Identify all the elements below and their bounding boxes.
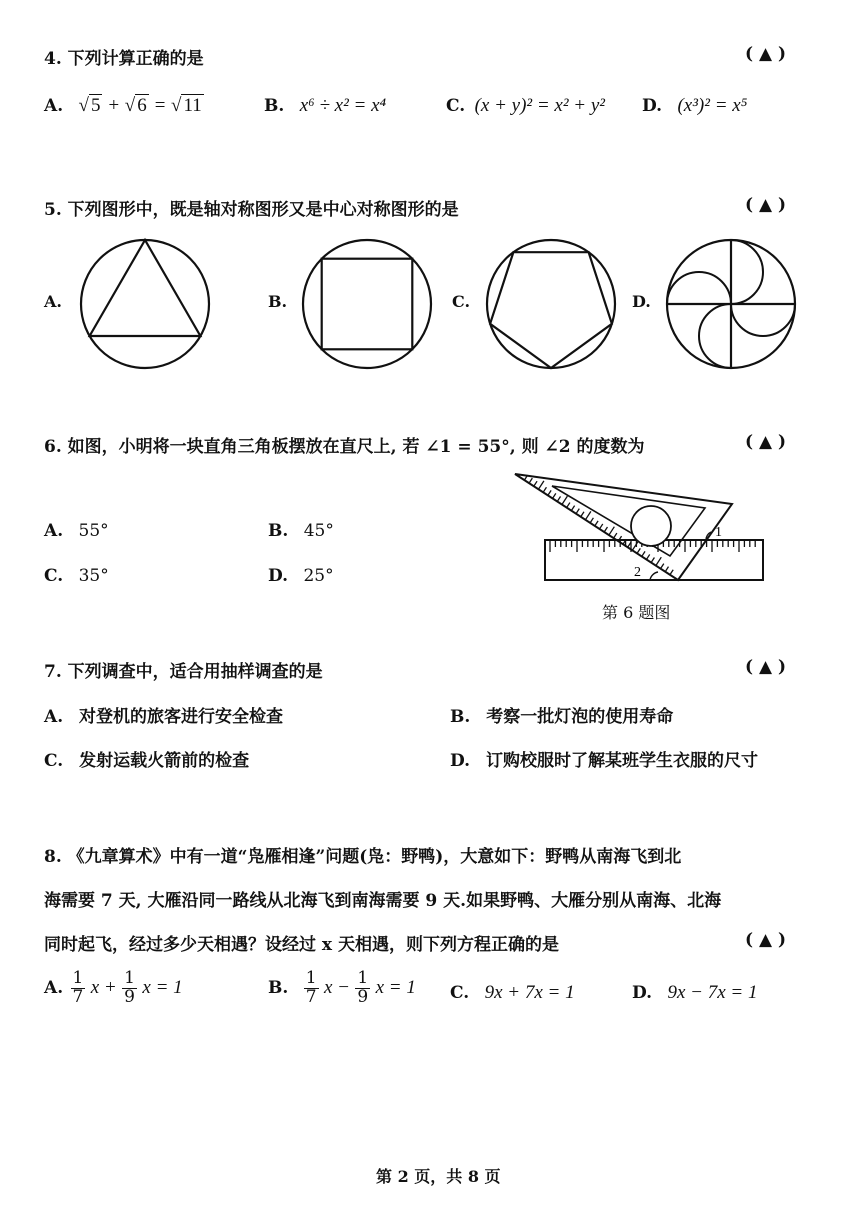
q7-option-b (450, 702, 673, 727)
q7-option-a-label: A. (44, 707, 64, 727)
q8-option-b (268, 970, 416, 1007)
q4-answer-slot: ( ▲ ) (745, 44, 786, 64)
frac-numerator: 1 (357, 968, 369, 988)
q4-option-d-label: D. (642, 96, 663, 116)
q8-line-1: 8. 《九章算术》中有一道“凫雁相逢”问题(凫：野鸭)，大意如下：野鸭从南海飞到北 (44, 847, 682, 867)
frac-denominator: 9 (357, 986, 369, 1007)
q8-option-a-frac-2 (122, 970, 137, 1007)
q6-option-a-text: 55° (78, 521, 109, 541)
q5-label-d: D. (632, 292, 651, 311)
q6-stem: 6. 如图，小明将一块直角三角板摆放在直尺上, 若 ∠1 = 55°, 则 ∠2 的度数为 (44, 437, 645, 457)
q8-answer-slot: ( ▲ ) (745, 930, 786, 950)
q4-option-c (446, 95, 605, 117)
set-square-tick (567, 503, 570, 508)
set-square-tick (637, 548, 640, 553)
q7-option-c-text: 发射运载火箭前的检查 (79, 751, 250, 771)
q7-option-a (44, 702, 283, 727)
frac-denominator: 7 (72, 986, 84, 1007)
q6-option-b (268, 521, 334, 541)
set-square-tick (642, 551, 645, 556)
q8-line-3: 同时起飞，经过多少天相遇？设经过 x 天相遇，则下列方程正确的是 (44, 935, 559, 955)
q5-figure-d (664, 237, 798, 371)
q4-option-b-math: x⁶ ÷ x² = x⁴ (299, 95, 387, 116)
q8-line-2: 海需要 7 天, 大雁沿同一路线从北海飞到南海需要 9 天.如果野鸭、大雁分别从南海、北海 (44, 891, 722, 911)
q5-label-b: B. (268, 292, 288, 311)
set-square-tick (670, 570, 673, 575)
angle-2-arc (650, 572, 658, 580)
set-square-tick (600, 524, 603, 529)
q6-option-a (44, 521, 109, 541)
q8-option-c-math: 9x + 7x = 1 (484, 982, 575, 1003)
q8-option-b-frac-1 (304, 970, 319, 1007)
set-square-tick (656, 557, 661, 565)
q4-option-d (642, 95, 747, 117)
q5-figure-b (300, 237, 434, 371)
q8-option-c (450, 982, 575, 1004)
q8-option-b-mid: x − (323, 976, 350, 998)
q7-option-d-text: 订购校服时了解某班学生衣服的尺寸 (485, 751, 758, 771)
q7-option-b-label: B. (450, 707, 471, 727)
q8-option-d-label: D. (632, 983, 653, 1003)
frac-denominator: 9 (124, 986, 135, 1007)
q6-figure (510, 468, 770, 593)
q8-option-a-frac-1 (71, 970, 86, 1007)
q7-option-c (44, 746, 249, 771)
frac-numerator: 1 (305, 968, 317, 988)
q4-option-a-label: A. (44, 96, 64, 116)
q4-option-b-label: B. (264, 96, 285, 116)
q5-label-c: C. (452, 292, 471, 311)
frac-numerator: 1 (72, 968, 84, 988)
set-square-tick (595, 521, 598, 526)
set-square-tick (553, 493, 556, 498)
q5-stem: 5. 下列图形中，既是轴对称图形又是中心对称图形的是 (44, 200, 459, 220)
q5-figure-a (78, 237, 212, 371)
page-footer: 第 2 页，共 8 页 (376, 1167, 501, 1186)
q7-answer-slot: ( ▲ ) (745, 657, 786, 677)
set-square-tick (548, 490, 551, 495)
set-square-tick (604, 527, 607, 532)
set-square-tick (529, 478, 532, 483)
set-square-tick (585, 511, 590, 519)
q6-figure-caption: 第 6 题图 (602, 603, 671, 622)
q4-option-c-label: C. (446, 96, 466, 116)
q4-stem: 4. 下列计算正确的是 (44, 49, 204, 69)
q7-option-b-text: 考察一批灯泡的使用寿命 (486, 707, 674, 727)
set-square-tick (651, 558, 654, 563)
q5-label-a: A. (44, 292, 62, 311)
set-square-tick (581, 512, 584, 517)
set-square-tick (538, 481, 543, 489)
q4-option-d-math: (x³)² = x⁵ (677, 95, 748, 116)
set-square-tick (571, 506, 574, 511)
set-square-circle (631, 506, 671, 546)
q6-option-b-label: B. (268, 521, 289, 541)
q8-option-a-end: x = 1 (142, 976, 183, 998)
q8-option-a-label: A. (44, 977, 64, 998)
q4-option-b (264, 95, 386, 117)
q6-option-d-label: D. (268, 566, 289, 586)
q8-option-a (44, 970, 183, 1007)
q4-option-c-math: (x + y)² = x² + y² (474, 95, 606, 116)
angle-2-label: 2 (634, 565, 641, 580)
q6-option-c-label: C. (44, 566, 64, 586)
q8-option-b-label: B. (268, 977, 289, 998)
q5-figure-c (484, 237, 618, 371)
set-square (515, 474, 732, 580)
set-square-tick (609, 527, 614, 535)
q6-option-c (44, 566, 109, 586)
q7-stem: 7. 下列调查中，适合用抽样调查的是 (44, 662, 323, 682)
set-square-tick (534, 481, 537, 486)
q7-option-c-label: C. (44, 751, 64, 771)
q8-option-b-end: x = 1 (375, 976, 416, 998)
q6-option-a-label: A. (44, 521, 64, 541)
frac-denominator: 7 (305, 986, 317, 1007)
q8-option-d (632, 982, 757, 1004)
q8-option-c-label: C. (450, 983, 470, 1003)
set-square-tick (590, 518, 593, 523)
q7-option-d-label: D. (450, 751, 471, 771)
q4-option-a (44, 95, 204, 117)
q8-option-b-frac-2 (355, 970, 370, 1007)
set-square-tick (661, 564, 664, 569)
q6-option-d-text: 25° (303, 566, 334, 586)
q5-answer-slot: ( ▲ ) (745, 195, 786, 215)
set-square-tick (665, 567, 668, 572)
q6-option-b-text: 45° (303, 521, 334, 541)
set-square-tick (646, 554, 649, 559)
set-square-tick (557, 496, 560, 501)
q7-option-d (450, 746, 758, 771)
q6-answer-slot: ( ▲ ) (745, 432, 786, 452)
q6-option-d (268, 566, 334, 586)
q7-option-a-text: 对登机的旅客进行安全检查 (79, 707, 284, 727)
set-square-tick (614, 533, 617, 538)
q8-option-d-math: 9x − 7x = 1 (667, 982, 758, 1003)
set-square-tick (576, 509, 579, 514)
angle-1-label: 1 (715, 525, 722, 540)
q4-option-a-math: √ 5 + √ 6 = √ 11 (78, 95, 202, 116)
q8-option-a-mid: x + (90, 976, 117, 998)
set-square-tick (543, 487, 546, 492)
q6-option-c-text: 35° (78, 566, 109, 586)
frac-numerator: 1 (124, 968, 135, 988)
set-square-tick (562, 496, 567, 504)
